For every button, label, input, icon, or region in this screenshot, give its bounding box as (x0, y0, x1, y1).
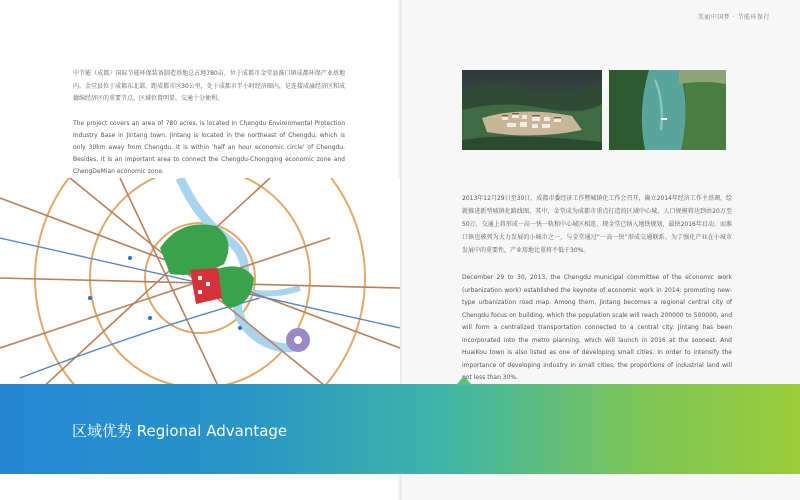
map-illustration (0, 178, 400, 390)
banner-notch (456, 376, 472, 385)
river-gorge-photo (609, 70, 726, 150)
header-tag: 美丽中国梦 · 节能环保行 (697, 14, 770, 21)
river-gorge-illustration (609, 70, 726, 150)
right-english-paragraph: December 29 to 30, 2013, the Chengdu municipal committee of the economic work (urbanization work) established the keynote of economic work in 2014: promoting new-type urbanization road map. Among them, Jintang becomes a regional central city of Chengdu focus on building, which the population scale will reach 200000 to 500000, and will form a centralized transportation connected to a central city. Jintang has been incorporated into the metro planning, which will launch in 2016 at the soonest. And HuaiKou town is also listed as one of developing small cities. In order to intensify the importance of developing industry in small cities, the proportions of industrial land will not less than 30%. (462, 274, 732, 381)
left-english-paragraph: The project covers an area of 780 acres, is located in Chengdu Environmental Protection Industry Base in Jintang town. Jintang is located in the northeast of Chengdu, which is only 30km away from Chengdu. It is within 'half an hour economic circle' of Chengdu. Besides, it is an important area to connect the Chengdu-Chongqing economic zone and ChengDeMian economic zone. (73, 120, 345, 175)
right-chinese-paragraph: 2013年12月29日至30日，成都市委经济工作暨城镇化工作会召开，确立2014年经济工作主基调，绘就推进新型城镇化路线图。其中，金堂成为成都市重点打造的区域中心城，人口规模将达到由20万至50万，交通上将形成一高一快一轨和中心城区相连，现金堂已纳入地铁规划，最快2016年启动。而淮口镇也被列为大力发展的小城市之一，与金堂通过“一高一快”形成交通联系。为了强化产业在小城市发展中的重要性，产业用地比重将不低于30%。 (462, 195, 732, 254)
regional-location-map (0, 178, 400, 390)
left-chinese-paragraph: 中节能（成都）国际节能环保装备制造基地总占地780亩，位于成都市金堂县淮口镇成都环保产业基地内。金堂县位于成都东北部，距成都市区30公里，处于成都市半小时经济圈内，是连接成渝经济区和成德绵经济区的重要节点，区域位置明显，交通十分便利。 (73, 70, 345, 102)
section-title: 区域优势 Regional Advantage (72, 422, 288, 440)
town-aerial-illustration (462, 70, 602, 150)
town-aerial-photo (462, 70, 602, 150)
